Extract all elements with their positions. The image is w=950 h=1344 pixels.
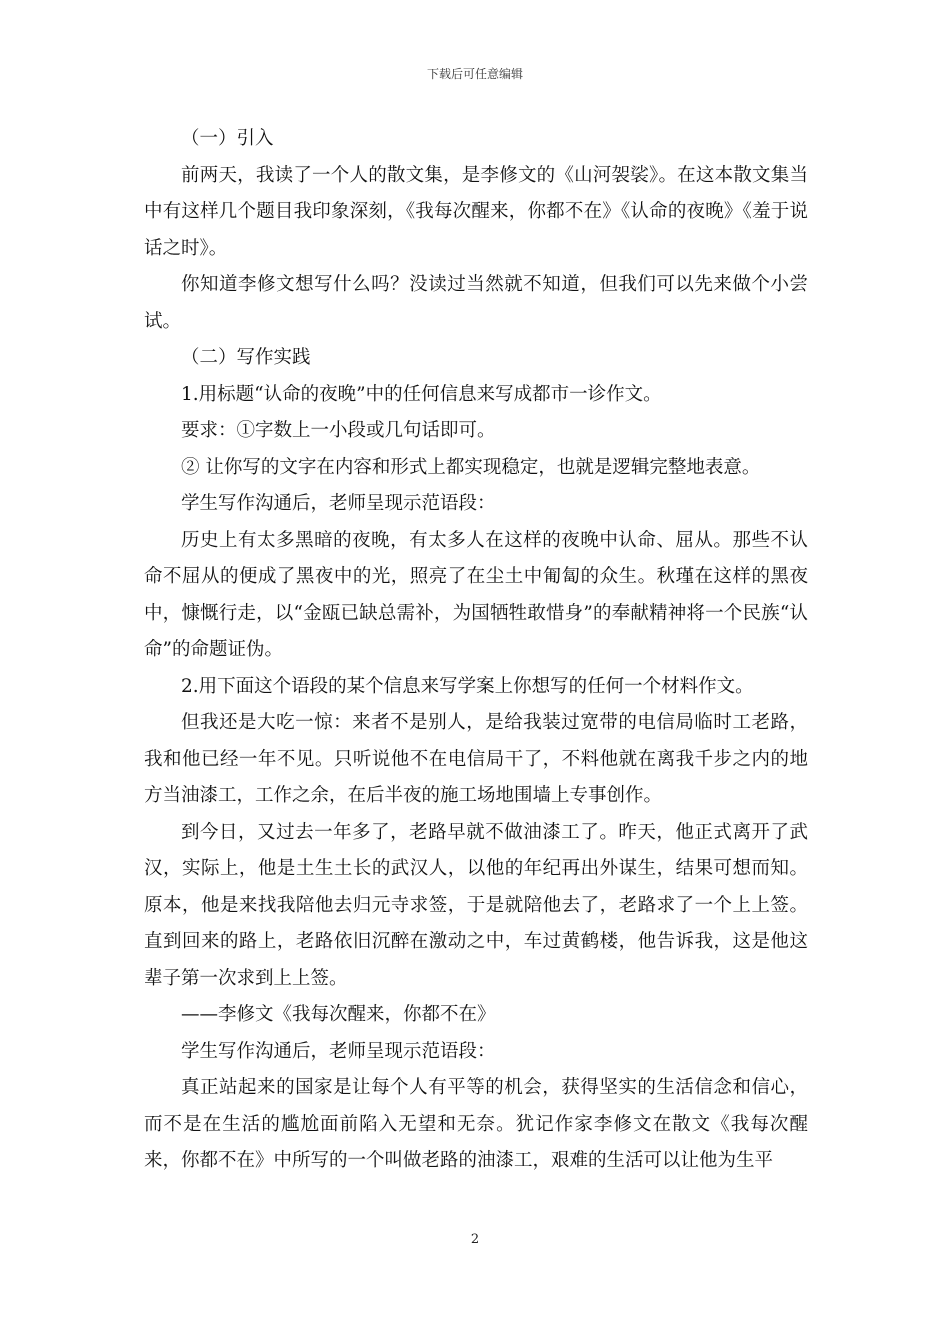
page-header: 下载后可任意编辑 bbox=[426, 67, 523, 81]
requirement-2: ② 让你写的文字在内容和形式上都实现稳定，也就是逻辑完整地表意。 bbox=[181, 456, 761, 478]
task-item-2: 2.用下面这个语段的某个信息来写学案上你想写的任何一个材料作文。 bbox=[181, 675, 754, 697]
quote-attribution: ——李修文《我每次醒来，你都不在》 bbox=[181, 1004, 496, 1025]
section-heading-practice: （二）写作实践 bbox=[181, 347, 311, 368]
document-body bbox=[144, 121, 808, 1180]
sample-paragraph: 真正站起来的国家是让每个人有平等的机会，获得坚实的生活信念和信心，而不是在生活的尴尬面前陷入无望和无奈。犹记作家李修文在散文《我每次醒来，你都不在》中所写的一个叫做老路的油漆工，艰难的生活可以让他为生平 bbox=[144, 1077, 808, 1171]
task-item-1: 1.用标题“认命的夜晚”中的任何信息来写成都市一诊作文。 bbox=[181, 383, 662, 405]
sample-paragraph: 历史上有太多黑暗的夜晚，有太多人在这样的夜晚中认命、屈从。那些不认命不屈从的便成了黑夜中的光，照亮了在尘土中匍匐的众生。秋瑾在这样的黑夜中，慷慨行走，以“金瓯已缺总需补，为国牺牲敢惜身”的奉献精神将一个民族“认命”的命题证伪。 bbox=[144, 529, 808, 660]
section-heading-intro: （一）引入 bbox=[181, 128, 274, 149]
paragraph: 学生写作沟通后，老师呈现示范语段： bbox=[181, 493, 496, 514]
quoted-paragraph: 到今日，又过去一年多了，老路早就不做油漆工了。昨天，他正式离开了武汉，实际上，他是土生土长的武汉人，以他的年纪再出外谋生，结果可想而知。原本，他是来找我陪他去归元寺求签，于是就陪他去了，老路求了一个上上签。直到回来的路上，老路依旧沉醉在激动之中，车过黄鹤楼，他告诉我，这是他这辈子第一次求到上上签。 bbox=[144, 821, 808, 989]
paragraph: 学生写作沟通后，老师呈现示范语段： bbox=[181, 1040, 496, 1062]
quoted-paragraph: 但我还是大吃一惊：来者不是别人，是给我装过宽带的电信局临时工老路，我和他已经一年不见。只听说他不在电信局干了，不料他就在离我千步之内的地方当油漆工，工作之余，在后半夜的施工场地围墙上专事创作。 bbox=[144, 712, 808, 806]
page-number: 2 bbox=[470, 1232, 480, 1247]
requirement-1: 要求：①字数上一小段或几句话即可。 bbox=[181, 420, 496, 441]
paragraph: 前两天，我读了一个人的散文集，是李修文的《山河袈裟》。在这本散文集当中有这样几个题目我印象深刻，《我每次醒来，你都不在》《认命的夜晚》《羞于说话之时》。 bbox=[144, 164, 808, 259]
paragraph: 你知道李修文想写什么吗？没读过当然就不知道，但我们可以先来做个小尝试。 bbox=[144, 274, 808, 332]
